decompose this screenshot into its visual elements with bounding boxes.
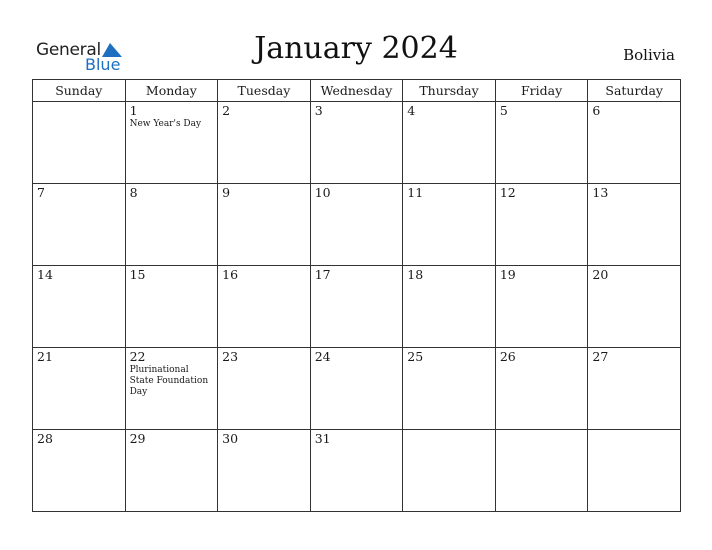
day-cell bbox=[218, 184, 311, 266]
weekday-header: Friday bbox=[495, 80, 588, 102]
day-cell bbox=[310, 184, 403, 266]
day-cell bbox=[218, 266, 311, 348]
day-number: 20 bbox=[592, 267, 609, 282]
day-cell bbox=[403, 348, 496, 430]
day-cell bbox=[125, 348, 218, 430]
weekday-header: Saturday bbox=[588, 80, 681, 102]
day-number: 4 bbox=[407, 103, 416, 118]
weekday-header: Thursday bbox=[403, 80, 496, 102]
day-number: 15 bbox=[129, 267, 146, 282]
week-row bbox=[33, 184, 681, 266]
day-number: 24 bbox=[314, 349, 331, 364]
day-number: 13 bbox=[592, 185, 609, 200]
weekday-header: Tuesday bbox=[218, 80, 311, 102]
day-cell bbox=[495, 348, 588, 430]
day-cell bbox=[33, 266, 126, 348]
day-cell bbox=[495, 102, 588, 184]
weekday-header: Monday bbox=[125, 80, 218, 102]
day-cell bbox=[310, 266, 403, 348]
day-number: 6 bbox=[592, 103, 601, 118]
week-row bbox=[33, 266, 681, 348]
day-number: 11 bbox=[407, 185, 424, 200]
week-row bbox=[33, 102, 681, 184]
day-number: 10 bbox=[314, 185, 331, 200]
day-cell bbox=[218, 102, 311, 184]
day-cell bbox=[495, 184, 588, 266]
calendar-grid bbox=[32, 79, 681, 512]
day-cell bbox=[403, 430, 496, 512]
day-number: 26 bbox=[499, 349, 516, 364]
day-cell bbox=[125, 102, 218, 184]
day-cell bbox=[310, 102, 403, 184]
day-number: 8 bbox=[129, 185, 138, 200]
day-number: 22 bbox=[129, 349, 146, 364]
day-number: 7 bbox=[37, 185, 45, 200]
day-cell bbox=[588, 430, 681, 512]
week-row bbox=[33, 348, 681, 430]
day-number: 21 bbox=[37, 349, 53, 364]
day-cell bbox=[403, 102, 496, 184]
day-number: 30 bbox=[222, 431, 239, 446]
day-cell bbox=[588, 102, 681, 184]
day-cell bbox=[33, 184, 126, 266]
day-number: 18 bbox=[407, 267, 424, 282]
day-number: 3 bbox=[314, 103, 323, 118]
day-number: 14 bbox=[37, 267, 53, 282]
weekday-header: Sunday bbox=[33, 80, 126, 102]
day-number: 28 bbox=[37, 431, 53, 446]
country-label: Bolivia bbox=[623, 46, 675, 64]
day-cell bbox=[588, 266, 681, 348]
day-cell bbox=[218, 430, 311, 512]
day-number: 29 bbox=[129, 431, 146, 446]
day-number: 27 bbox=[592, 349, 609, 364]
day-cell bbox=[310, 430, 403, 512]
day-cell bbox=[588, 184, 681, 266]
day-cell bbox=[33, 102, 126, 184]
day-cell bbox=[495, 430, 588, 512]
day-number: 1 bbox=[129, 103, 138, 118]
day-cell bbox=[403, 184, 496, 266]
weekday-header: Wednesday bbox=[310, 80, 403, 102]
day-number: 25 bbox=[407, 349, 424, 364]
day-number: 17 bbox=[314, 267, 331, 282]
day-number: 23 bbox=[222, 349, 239, 364]
logo-text-blue: Blue bbox=[85, 55, 121, 74]
day-cell bbox=[588, 348, 681, 430]
day-cell bbox=[125, 184, 218, 266]
day-cell bbox=[495, 266, 588, 348]
holiday-label: New Year's Day bbox=[129, 119, 202, 129]
week-row bbox=[33, 430, 681, 512]
day-number: 2 bbox=[222, 103, 231, 118]
day-cell bbox=[125, 430, 218, 512]
day-number: 9 bbox=[222, 185, 231, 200]
day-cell bbox=[33, 348, 126, 430]
day-number: 19 bbox=[499, 267, 516, 282]
day-number: 31 bbox=[314, 431, 331, 446]
day-cell bbox=[218, 348, 311, 430]
day-cell bbox=[33, 430, 126, 512]
day-cell bbox=[125, 266, 218, 348]
weekday-header-row bbox=[33, 80, 681, 102]
day-number: 16 bbox=[222, 267, 239, 282]
day-number: 12 bbox=[499, 185, 516, 200]
day-number: 5 bbox=[499, 103, 508, 118]
calendar-title: January 2024 bbox=[254, 31, 458, 66]
holiday-label: Plurinational State Foundation Day bbox=[129, 365, 209, 397]
day-cell bbox=[403, 266, 496, 348]
logo-text-general: General bbox=[36, 40, 101, 60]
day-cell bbox=[310, 348, 403, 430]
